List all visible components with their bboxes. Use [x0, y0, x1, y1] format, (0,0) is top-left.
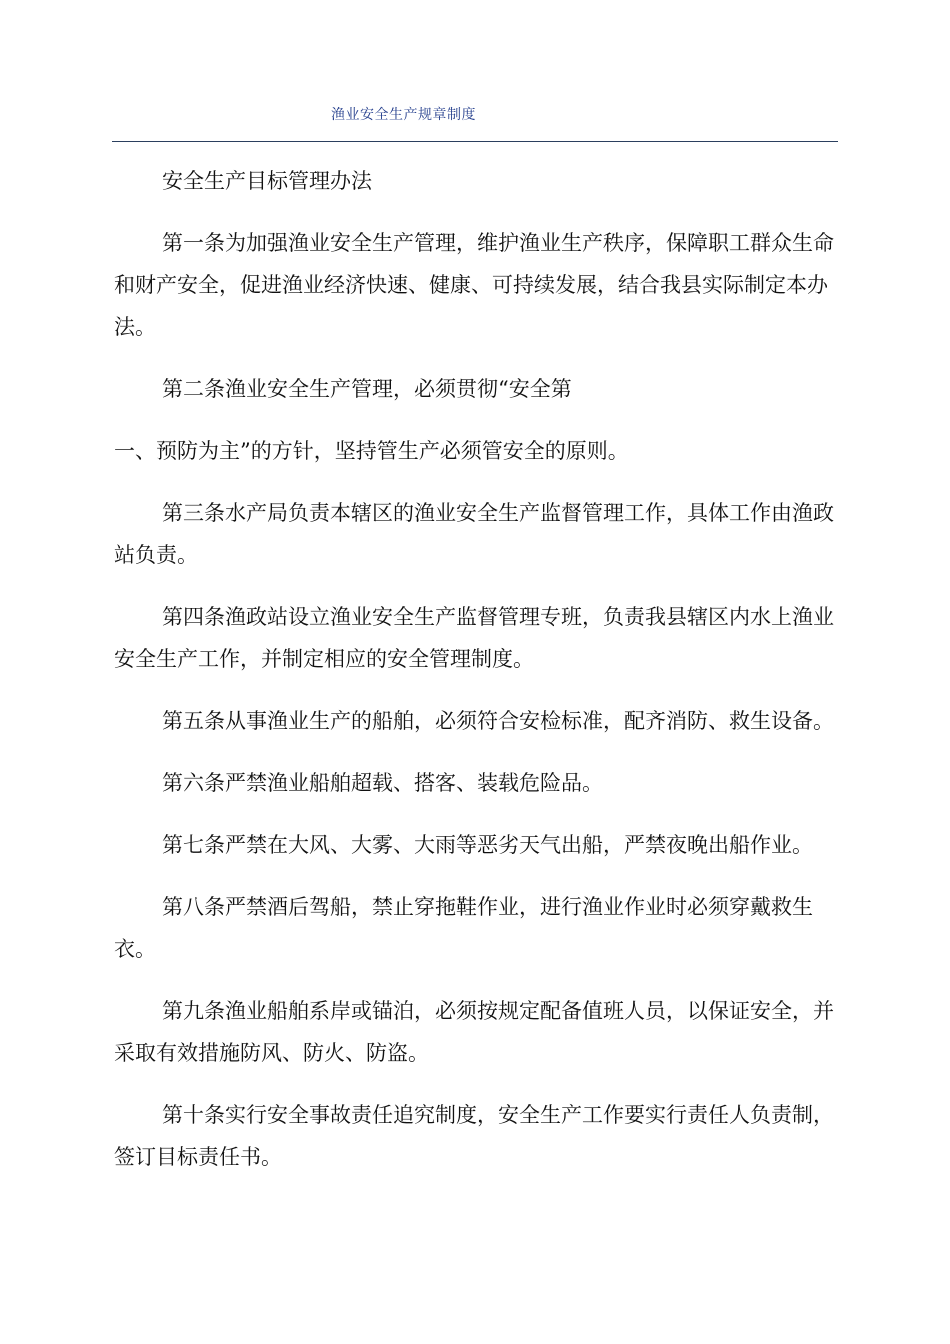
paragraph-article-4: 第四条渔政站设立渔业安全生产监督管理专班，负责我县辖区内水上渔业安全生产工作，并制定相应的安全管理制度。 — [114, 605, 834, 671]
paragraph-article-3: 第三条水产局负责本辖区的渔业安全生产监督管理工作，具体工作由渔政站负责。 — [114, 501, 834, 567]
paragraph-article-1: 第一条为加强渔业安全生产管理，维护渔业生产秩序，保障职工群众生命和财产安全，促进渔业经济快速、健康、可持续发展，结合我县实际制定本办法。 — [114, 231, 834, 339]
header-title: 渔业安全生产规章制度 — [331, 107, 476, 123]
paragraph-article-5: 第五条从事渔业生产的船舶，必须符合安检标准，配齐消防、救生设备。 — [162, 709, 834, 733]
paragraph-article-6: 第六条严禁渔业船舶超载、搭客、装载危险品。 — [162, 771, 603, 795]
paragraph-article-7: 第七条严禁在大风、大雾、大雨等恶劣天气出船，严禁夜晚出船作业。 — [162, 833, 813, 857]
document-body — [114, 160, 854, 1198]
paragraph-article-9: 第九条渔业船舶系岸或锚泊，必须按规定配备值班人员，以保证安全，并采取有效措施防风、防火、防盗。 — [114, 999, 834, 1065]
paragraph-article-2-continued: 一、预防为主”的方针，坚持管生产必须管安全的原则。 — [114, 439, 629, 463]
paragraph-article-10: 第十条实行安全事故责任追究制度，安全生产工作要实行责任人负责制，签订目标责任书。 — [114, 1103, 834, 1169]
header-divider — [112, 141, 838, 142]
paragraph-article-2: 第二条渔业安全生产管理，必须贯彻“安全第 — [162, 377, 572, 401]
paragraph-article-8: 第八条严禁酒后驾船，禁止穿拖鞋作业，进行渔业作业时必须穿戴救生衣。 — [114, 895, 813, 961]
document-heading: 安全生产目标管理办法 — [162, 169, 372, 193]
